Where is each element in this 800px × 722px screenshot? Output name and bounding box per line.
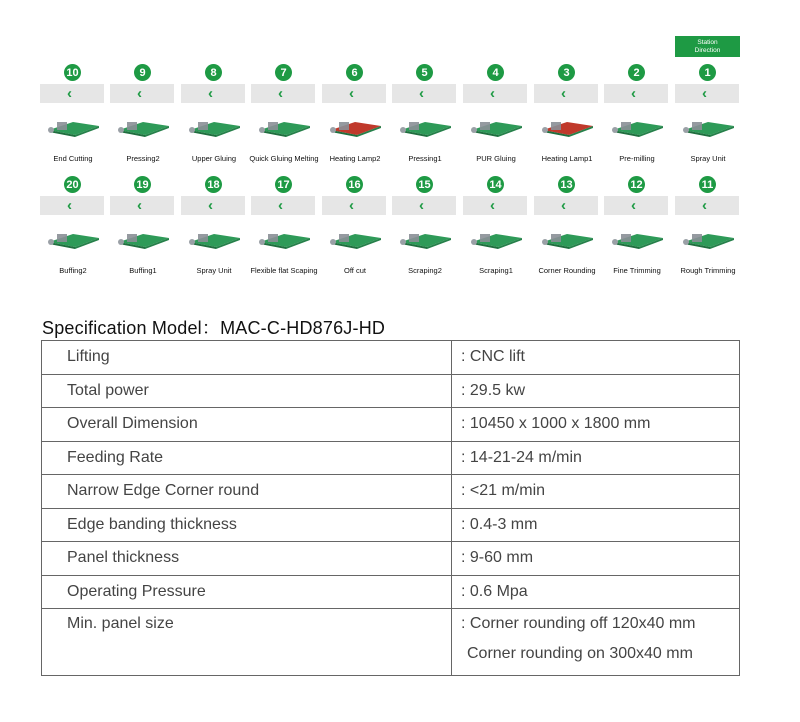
machine-unit-icon: [184, 228, 244, 252]
direction-arrow-box: [675, 196, 739, 215]
station-label: End Cutting: [53, 154, 93, 163]
machine-unit-icon: [43, 228, 103, 252]
chevron-left-icon: ‹: [278, 197, 283, 214]
station-number-badge: 19: [134, 176, 151, 193]
chevron-left-icon: ‹: [419, 85, 424, 102]
station-label: Flexible flat Scaping: [250, 266, 318, 275]
direction-arrow-box: [251, 84, 315, 103]
spec-title: Specification Model：MAC-C-HD876J-HD: [42, 318, 386, 338]
spec-key-text: Feeding Rate: [67, 448, 164, 466]
spec-value: : 9-60 mm: [461, 549, 534, 567]
station-number-badge: 3: [558, 64, 575, 81]
machine-unit-icon: [325, 116, 385, 140]
spec-row: [42, 408, 740, 442]
station-label: Pre-milling: [619, 154, 655, 163]
spec-value-cell: [452, 341, 740, 375]
chevron-left-icon: ‹: [631, 85, 636, 102]
station-number-badge: 6: [346, 64, 363, 81]
direction-arrow-box: [110, 196, 174, 215]
station-label: Buffing1: [129, 266, 157, 275]
machine-unit-icon: [607, 116, 667, 140]
direction-arrow-box: [392, 196, 456, 215]
spec-value: : 0.6 Mpa: [461, 582, 528, 600]
spec-row: [42, 374, 740, 408]
machine-unit-icon: [466, 228, 526, 252]
spec-value-cell: [452, 408, 740, 442]
station-label: Buffing2: [59, 266, 87, 275]
station-number-badge: 14: [487, 176, 504, 193]
station-number-badge: 15: [416, 176, 433, 193]
station-label: Corner Rounding: [538, 266, 596, 275]
station-number-badge: 5: [416, 64, 433, 81]
spec-value-cell: [452, 542, 740, 576]
machine-unit-icon: [537, 228, 597, 252]
spec-value: : 14-21-24 m/min: [461, 448, 582, 466]
spec-key-text: Panel thickness: [67, 549, 180, 567]
spec-key-text: Operating Pressure: [67, 582, 206, 600]
machine-unit-icon: [678, 116, 738, 140]
spec-key-text: Edge banding thickness: [67, 515, 237, 533]
station-number-badge: 2: [628, 64, 645, 81]
spec-row: [42, 475, 740, 509]
direction-arrow-box: [110, 84, 174, 103]
chevron-left-icon: ‹: [137, 85, 142, 102]
station-label: Rough Trimming: [680, 266, 736, 275]
direction-arrow-box: [40, 84, 104, 103]
station-number-badge: 16: [346, 176, 363, 193]
spec-value: : CNC lift: [461, 348, 525, 366]
chevron-left-icon: ‹: [631, 197, 636, 214]
spec-key-text: Overall Dimension: [67, 415, 198, 433]
chevron-left-icon: ‹: [490, 197, 495, 214]
station-number-badge: 4: [487, 64, 504, 81]
direction-arrow-box: [392, 84, 456, 103]
spec-key-text: Lifting: [67, 348, 110, 366]
station-number-badge: 18: [205, 176, 222, 193]
chevron-left-icon: ‹: [349, 197, 354, 214]
station-direction-badge: [675, 36, 740, 57]
spec-key: [42, 441, 452, 475]
machine-unit-icon: [113, 228, 173, 252]
station-direction-line1: Station: [697, 38, 718, 46]
direction-arrow-box: [181, 84, 245, 103]
spec-key: [42, 374, 452, 408]
machine-unit-icon: [607, 228, 667, 252]
station-label: Scraping2: [408, 266, 442, 275]
spec-value-cell: [452, 575, 740, 609]
direction-arrow-box: [463, 84, 527, 103]
direction-arrow-box: [534, 196, 598, 215]
chevron-left-icon: ‹: [349, 85, 354, 102]
spec-key: [42, 575, 452, 609]
spec-table: [41, 340, 740, 676]
spec-value: : Corner rounding off 120x40 mm: [461, 615, 696, 632]
spec-key: [42, 475, 452, 509]
station-label: Upper Gluing: [191, 154, 237, 163]
spec-value: : 29.5 kw: [461, 381, 526, 399]
spec-row: [42, 609, 740, 676]
station-label: Quick Gluing Melting: [249, 154, 319, 163]
direction-arrow-box: [322, 84, 386, 103]
spec-key-text: Total power: [67, 381, 149, 399]
station-number-badge: 20: [64, 176, 81, 193]
chevron-left-icon: ‹: [702, 197, 707, 214]
spec-value-cell: [452, 475, 740, 509]
spec-row: [42, 542, 740, 576]
machine-unit-icon: [537, 116, 597, 140]
chevron-left-icon: ‹: [490, 85, 495, 102]
machine-unit-icon: [113, 116, 173, 140]
spec-value-cell: [452, 374, 740, 408]
spec-key-text: Narrow Edge Corner round: [67, 482, 260, 500]
spec-value: : 10450 x 1000 x 1800 mm: [461, 415, 651, 433]
chevron-left-icon: ‹: [702, 85, 707, 102]
machine-unit-icon: [254, 228, 314, 252]
spec-row: [42, 441, 740, 475]
station-label: Off cut: [344, 266, 366, 275]
spec-key: [42, 609, 452, 676]
spec-value-cell: [452, 609, 740, 676]
station-label: Spray Unit: [690, 154, 726, 163]
machine-unit-icon: [325, 228, 385, 252]
station-number-badge: 7: [275, 64, 292, 81]
machine-unit-icon: [678, 228, 738, 252]
chevron-left-icon: ‹: [561, 197, 566, 214]
spec-key: [42, 508, 452, 542]
machine-unit-icon: [184, 116, 244, 140]
station-number-badge: 11: [699, 176, 716, 193]
spec-row: [42, 508, 740, 542]
direction-arrow-box: [675, 84, 739, 103]
station-label: Heating Lamp2: [329, 154, 381, 163]
station-label: Spray Unit: [196, 266, 232, 275]
station-number-badge: 13: [558, 176, 575, 193]
chevron-left-icon: ‹: [67, 85, 72, 102]
station-number-badge: 17: [275, 176, 292, 193]
chevron-left-icon: ‹: [67, 197, 72, 214]
machine-unit-icon: [395, 116, 455, 140]
spec-value: : 0.4-3 mm: [461, 515, 538, 533]
direction-arrow-box: [251, 196, 315, 215]
machine-unit-icon: [466, 116, 526, 140]
machine-unit-icon: [43, 116, 103, 140]
direction-arrow-box: [40, 196, 104, 215]
chevron-left-icon: ‹: [137, 197, 142, 214]
spec-key: [42, 341, 452, 375]
chevron-left-icon: ‹: [561, 85, 566, 102]
chevron-left-icon: ‹: [278, 85, 283, 102]
station-number-badge: 9: [134, 64, 151, 81]
station-label: Pressing1: [408, 154, 442, 163]
station-number-badge: 8: [205, 64, 222, 81]
spec-value-cell: [452, 508, 740, 542]
chevron-left-icon: ‹: [419, 197, 424, 214]
station-label: Scraping1: [479, 266, 513, 275]
spec-key-text: Min. panel size: [67, 615, 174, 632]
station-label: Fine Trimming: [613, 266, 661, 275]
chevron-left-icon: ‹: [208, 85, 213, 102]
spec-key: [42, 542, 452, 576]
direction-arrow-box: [181, 196, 245, 215]
spec-value: : <21 m/min: [461, 482, 546, 500]
spec-value-cell: [452, 441, 740, 475]
machine-unit-icon: [395, 228, 455, 252]
chevron-left-icon: ‹: [208, 197, 213, 214]
spec-row: [42, 341, 740, 375]
direction-arrow-box: [604, 196, 668, 215]
station-number-badge: 12: [628, 176, 645, 193]
spec-value-secondary: Corner rounding on 300x40 mm: [467, 645, 693, 662]
spec-row: [42, 575, 740, 609]
station-number-badge: 1: [699, 64, 716, 81]
station-label: PUR Gluing: [476, 154, 516, 163]
direction-arrow-box: [322, 196, 386, 215]
station-direction-line2: Direction: [694, 46, 721, 54]
direction-arrow-box: [534, 84, 598, 103]
machine-unit-icon: [254, 116, 314, 140]
direction-arrow-box: [604, 84, 668, 103]
station-label: Pressing2: [126, 154, 160, 163]
direction-arrow-box: [463, 196, 527, 215]
station-label: Heating Lamp1: [541, 154, 593, 163]
station-number-badge: 10: [64, 64, 81, 81]
spec-key: [42, 408, 452, 442]
